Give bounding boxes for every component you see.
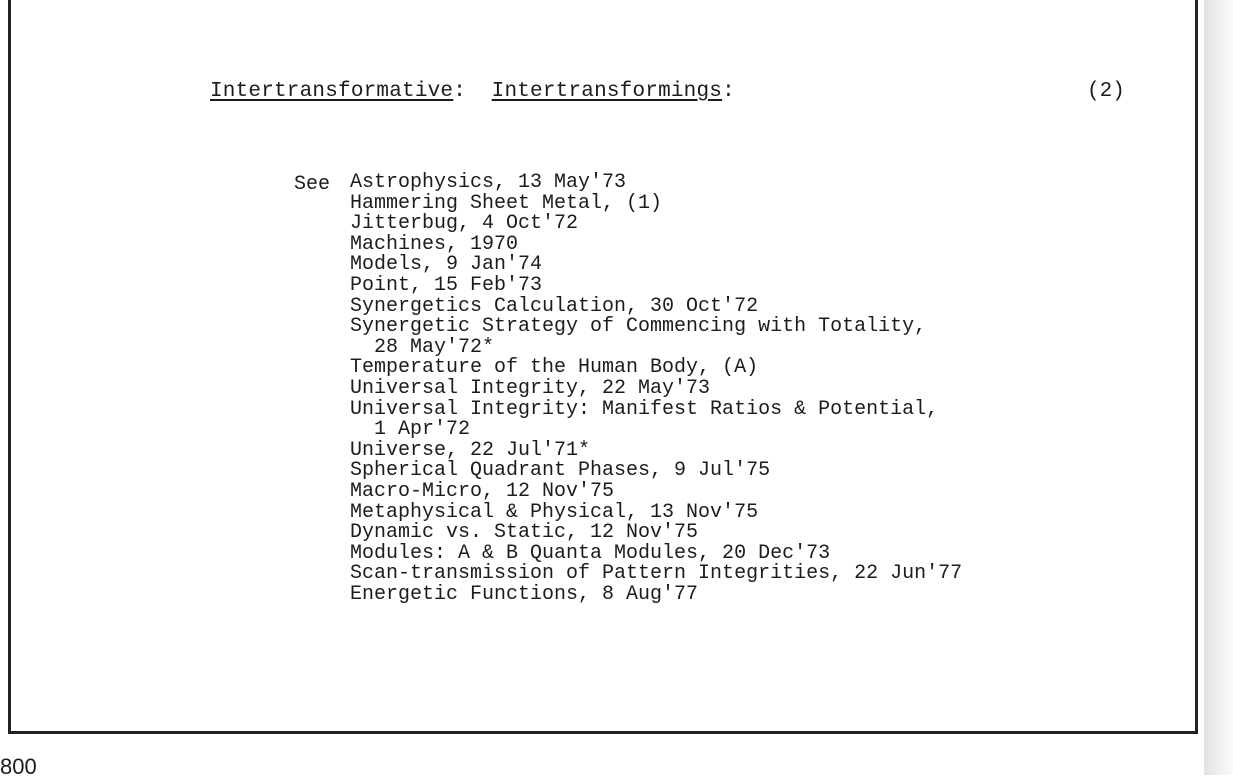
cross-reference-entry: Macro-Micro, 12 Nov'75 — [350, 479, 615, 503]
cross-reference-entry: Metaphysical & Physical, 13 Nov'75 — [350, 500, 759, 524]
cross-reference-entry: Temperature of the Human Body, (A) — [350, 356, 759, 380]
cross-reference-entry: Astrophysics, 13 May'73 — [350, 171, 627, 194]
cross-reference-entry: Scan-transmission of Pattern Integrities, 22 Jun'77 — [350, 562, 963, 586]
cross-reference-entry: Synergetic Strategy of Commencing with Totality, — [350, 315, 927, 339]
cross-reference-entry: Jitterbug, 4 Oct'72 — [350, 212, 579, 236]
card-heading — [210, 80, 735, 103]
heading-term-1: Intertransformative — [210, 80, 454, 103]
cross-reference-entry: Modules: A & B Quanta Modules, 20 Dec'73 — [350, 541, 831, 565]
cross-reference-entry: Energetic Functions, 8 Aug'77 — [350, 582, 699, 606]
cross-reference-list — [350, 173, 962, 605]
cross-reference-entry: Universe, 22 Jul'71* — [350, 438, 591, 462]
page-edge-shadow — [1204, 0, 1233, 775]
cross-reference-entry: 28 May'72* — [374, 335, 495, 359]
heading-separator-2: : — [722, 80, 735, 103]
cross-reference-entry: Spherical Quadrant Phases, 9 Jul'75 — [350, 459, 771, 483]
card-sequence-number: (2) — [1087, 80, 1125, 103]
heading-term-2: Intertransformings — [491, 80, 723, 103]
cross-reference-entry: Models, 9 Jan'74 — [350, 253, 543, 277]
cross-reference-entry: Point, 15 Feb'73 — [350, 273, 543, 297]
cross-reference-entry: Dynamic vs. Static, 12 Nov'75 — [350, 521, 699, 545]
cross-reference-entry: Universal Integrity: Manifest Ratios & Potential, — [350, 397, 939, 421]
cross-reference-entry: Machines, 1970 — [350, 232, 519, 256]
cross-reference-entry: 1 Apr'72 — [374, 418, 471, 442]
heading-separator-1: : — [453, 80, 492, 103]
index-card — [8, 0, 1198, 734]
page-number: 800 — [0, 754, 37, 779]
cross-reference-entry: Hammering Sheet Metal, (1) — [350, 191, 663, 215]
cross-reference-entry: Universal Integrity, 22 May'73 — [350, 376, 711, 400]
cross-reference-entry: Synergetics Calculation, 30 Oct'72 — [350, 294, 759, 318]
see-label: See — [294, 173, 331, 196]
